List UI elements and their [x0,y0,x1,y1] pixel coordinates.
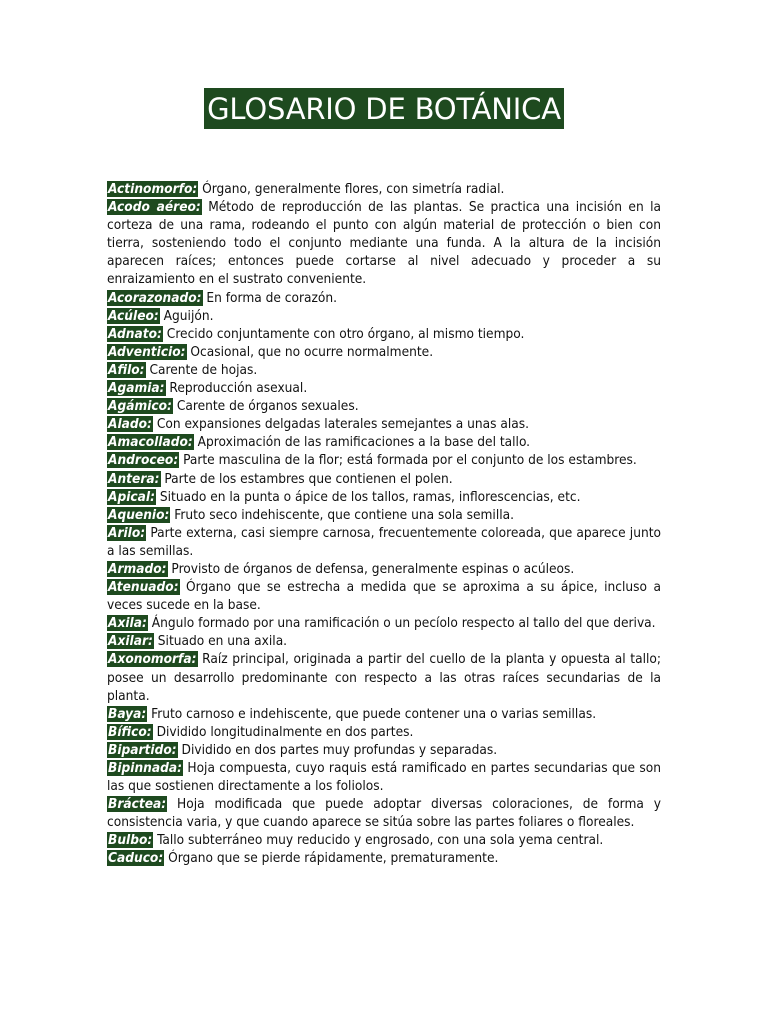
glossary-entry [107,180,661,198]
glossary-definition: Con expansiones delgadas laterales semejantes a unas alas. [152,416,530,433]
glossary-definition: Órgano que se pierde rápidamente, prematuramente. [164,850,499,867]
glossary-term: Acúleo: [108,307,159,324]
glossary-definition: Dividido en dos partes muy profundas y separadas. [177,741,498,758]
glossary-term: Agámico: [108,398,172,415]
glossary-entry [107,795,661,831]
glossary-term: Adnato: [108,325,162,342]
glossary-definition: Órgano, generalmente flores, con simetría radial. [198,181,505,197]
glossary-term: Alado: [108,416,152,433]
glossary-term: Bipartido: [108,741,177,758]
glossary-term: Armado: [108,560,167,577]
glossary-entry [107,198,661,288]
glossary-definition: Hoja modificada que puede adoptar diversas coloraciones, de forma y consistencia varia, y que cuando aparece se sitúa sobre las partes foliares o floreales. [107,796,661,831]
glossary-term: Agamia: [108,380,165,397]
glossary-term: Acodo aéreo: [108,199,201,216]
glossary-definition: Parte de los estambres que contienen el polen. [160,470,453,487]
glossary-term: Androceo: [108,452,179,469]
glossary-term: Antera: [108,470,160,487]
glossary-entry [107,325,661,343]
glossary-term: Adventicio: [108,343,186,360]
glossary-list [107,180,661,868]
glossary-definition: Ocasional, que no ocurre normalmente. [186,343,434,360]
glossary-entry [107,470,661,488]
glossary-entry [107,361,661,379]
glossary-definition: Tallo subterráneo muy reducido y engrosado, con una sola yema central. [153,832,604,849]
glossary-definition: Aproximación de las ramificaciones a la base del tallo. [193,434,531,451]
glossary-term: Arilo: [108,524,146,541]
glossary-definition: Parte masculina de la flor; está formada por el conjunto de los estambres. [179,452,637,469]
glossary-term: Acorazonado: [108,289,202,306]
glossary-entry [107,488,661,506]
glossary-entry [107,614,661,632]
glossary-definition: Aguijón. [159,307,214,324]
glossary-entry [107,741,661,759]
glossary-term: Aquenio: [108,506,170,523]
glossary-entry [107,451,661,469]
glossary-term: Afilo: [108,361,145,378]
glossary-entry [107,397,661,415]
glossary-definition: Parte externa, casi siempre carnosa, frecuentemente coloreada, que aparece junto a las semillas. [107,524,661,559]
glossary-entry [107,632,661,650]
glossary-term: Bipinnada: [108,760,183,776]
glossary-term: Axonomorfa: [108,651,197,668]
glossary-entry [107,705,661,723]
glossary-term: Apical: [108,488,155,505]
glossary-term: Amacollado: [108,434,193,451]
glossary-definition: Crecido conjuntamente con otro órgano, al mismo tiempo. [162,325,525,342]
glossary-definition: En forma de corazón. [202,289,338,306]
glossary-entry [107,506,661,524]
glossary-entry [107,723,661,741]
glossary-definition: Provisto de órganos de defensa, generalmente espinas o acúleos. [167,560,575,577]
glossary-term: Actinomorfo: [108,181,198,197]
title-wrapper [0,88,768,129]
glossary-term: Bráctea: [108,796,167,813]
glossary-entry [107,433,661,451]
page-title: GLOSARIO DE BOTÁNICA [204,88,564,129]
glossary-entry [107,524,661,560]
glossary-entry [107,289,661,307]
glossary-definition: Situado en una axila. [153,633,288,650]
glossary-term: Axila: [108,615,147,632]
glossary-entry [107,307,661,325]
glossary-term: Atenuado: [108,579,179,596]
glossary-entry [107,578,661,614]
glossary-definition: Método de reproducción de las plantas. Se practica una incisión en la corteza de una rama, rodeando el punto con algún material de protección o bien con tierra, sosteniendo todo el conjunto mediante una funda. A la altura de la incisión aparecen raíces; entonces puede cortarse al nivel adecuado y proceder a su enraizamiento en el sustrato conveniente. [107,199,661,288]
glossary-entry [107,831,661,849]
glossary-definition: Fruto seco indehiscente, que contiene una sola semilla. [170,506,514,523]
glossary-definition: Dividido longitudinalmente en dos partes. [152,723,414,740]
glossary-entry [107,650,661,704]
glossary-definition: Ángulo formado por una ramificación o un pecíolo respecto al tallo del que deriva. [147,615,656,632]
glossary-definition: Carente de órganos sexuales. [172,398,359,415]
glossary-definition: Raíz principal, originada a partir del cuello de la planta y opuesta al tallo; posee un desarrollo predominante con respecto a las otras raíces secundarias de la planta. [107,651,661,704]
glossary-entry [107,343,661,361]
glossary-term: Bulbo: [108,832,153,849]
glossary-definition: Situado en la punta o ápice de los tallos, ramas, inflorescencias, etc. [156,488,581,505]
glossary-entry [107,379,661,397]
glossary-entry [107,759,661,795]
glossary-definition: Hoja compuesta, cuyo raquis está ramificado en partes secundarias que son las que sostienen directamente a los foliolos. [107,760,661,795]
glossary-entry [107,415,661,433]
glossary-term: Axilar: [108,633,153,650]
glossary-definition: Órgano que se estrecha a medida que se aproxima a su ápice, incluso a veces sucede en la base. [107,579,661,614]
glossary-term: Bífico: [108,723,152,740]
glossary-definition: Reproducción asexual. [165,380,308,397]
glossary-term: Baya: [108,705,147,722]
glossary-definition: Carente de hojas. [145,361,258,378]
glossary-entry [107,849,661,867]
glossary-definition: Fruto carnoso e indehiscente, que puede contener una o varias semillas. [147,705,597,722]
glossary-term: Caduco: [108,850,164,867]
glossary-entry [107,560,661,578]
